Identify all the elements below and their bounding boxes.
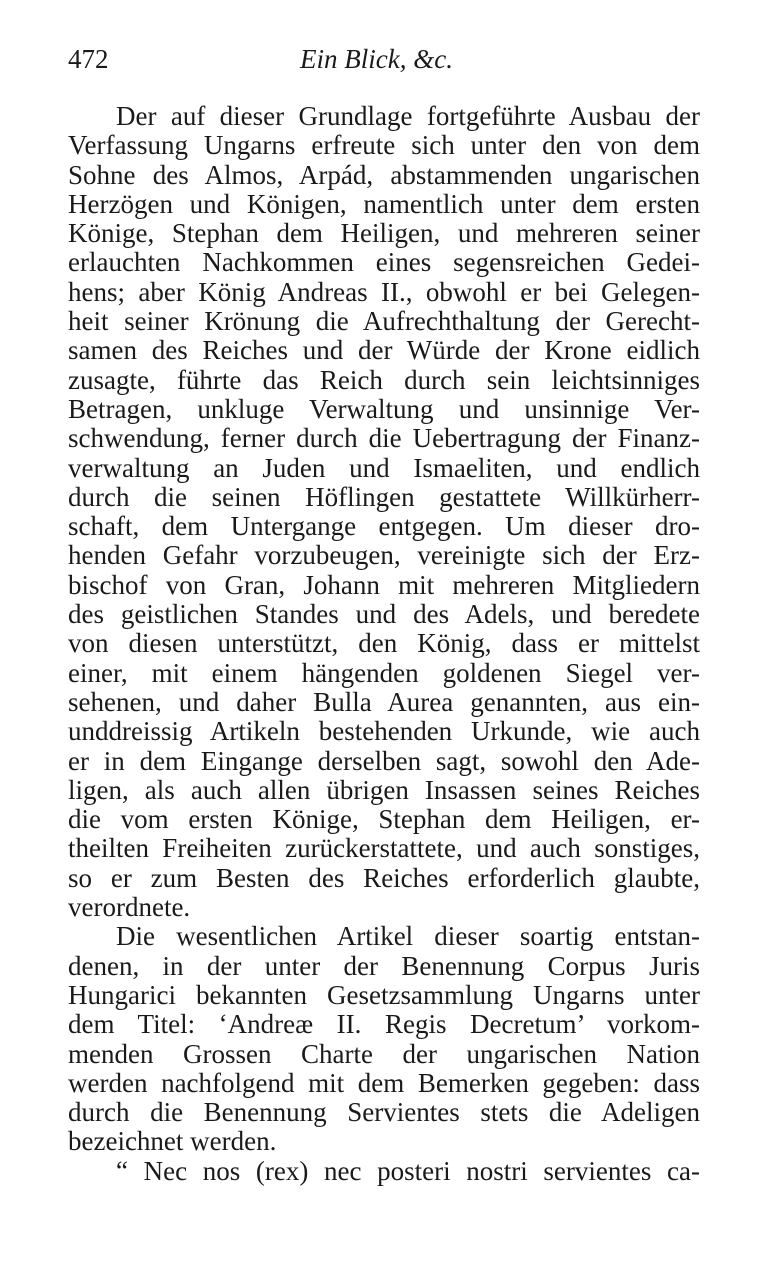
text-line: erlauchten Nachkommen eines segensreichen Gedei- xyxy=(68,248,700,278)
paragraph xyxy=(68,922,700,1156)
text-line: schwendung, ferner durch die Uebertragung der Finanz- xyxy=(68,424,700,454)
text-line: verwaltung an Juden und Ismaeliten, und endlich xyxy=(68,453,700,483)
text-line: Der auf dieser Grundlage fortgeführte Ausbau der xyxy=(116,102,700,131)
text-line: Sohne des Almos, Arpád, abstammenden ungarischen xyxy=(68,160,700,190)
text-line: ligen, als auch allen übrigen Insassen seines Reiches xyxy=(68,775,700,805)
text-line: schaft, dem Untergange entgegen. Um dieser dro- xyxy=(68,512,700,542)
running-title: Ein Blick, &c. xyxy=(300,44,453,74)
text-line: Hungarici bekannten Gesetzsammlung Ungarns unter xyxy=(68,980,700,1010)
text-line: “ Nec nos (rex) nec posteri nostri servientes ca- xyxy=(116,1156,700,1186)
text-line: denen, in der unter der Benennung Corpus Juris xyxy=(68,951,700,981)
text-line: henden Gefahr vorzubeugen, vereinigte sich der Erz- xyxy=(68,541,700,571)
text-line: er in dem Eingange derselben sagt, sowohl den Ade- xyxy=(68,746,700,776)
text-line: hens; aber König Andreas II., obwohl er bei Gelegen- xyxy=(68,277,700,307)
text-line: Die wesentlichen Artikel dieser soartig entstan- xyxy=(116,922,700,952)
text-line: verordnete. xyxy=(68,893,191,923)
text-line: durch die seinen Höflingen gestattete Willkürherr- xyxy=(68,482,700,512)
text-line: durch die Benennung Servientes stets die Adeligen xyxy=(68,1098,700,1128)
text-line: dem Titel: ‘Andreæ II. Regis Decretum’ vorkom- xyxy=(68,1010,700,1040)
text-line: so er zum Besten des Reiches erforderlich glaubte, xyxy=(68,863,700,893)
paragraph xyxy=(68,102,700,922)
text-line: werden nachfolgend mit dem Bemerken gegeben: dass xyxy=(68,1068,700,1098)
text-line: die vom ersten Könige, Stephan dem Heiligen, er- xyxy=(68,805,700,835)
text-line: heit seiner Krönung die Aufrechthaltung der Gerecht- xyxy=(68,307,700,337)
text-line: des geistlichen Standes und des Adels, und beredete xyxy=(68,600,700,630)
page-number: 472 xyxy=(68,44,109,74)
text-line: von diesen unterstützt, den König, dass er mittelst xyxy=(68,629,700,659)
text-line: Betragen, unkluge Verwaltung und unsinnige Ver- xyxy=(68,394,700,424)
text-line: sehenen, und daher Bulla Aurea genannten, aus ein- xyxy=(68,687,700,717)
text-line: Könige, Stephan dem Heiligen, und mehreren seiner xyxy=(68,219,700,249)
text-line: Herzögen und Königen, namentlich unter dem ersten xyxy=(68,189,700,219)
text-line: bezeichnet werden. xyxy=(68,1127,277,1157)
text-line: unddreissig Artikeln bestehenden Urkunde, wie auch xyxy=(68,717,700,747)
page-header xyxy=(68,44,700,80)
text-line: theilten Freiheiten zurückerstattete, und auch sonstiges, xyxy=(68,834,700,864)
text-line: menden Grossen Charte der ungarischen Nation xyxy=(68,1039,700,1069)
text-line: bischof von Gran, Johann mit mehreren Mitgliedern xyxy=(68,570,700,600)
text-line: zusagte, führte das Reich durch sein leichtsinniges xyxy=(68,365,700,395)
text-line: einer, mit einem hängenden goldenen Siegel ver- xyxy=(68,658,700,688)
text-line: Verfassung Ungarns erfreute sich unter den von dem xyxy=(68,131,700,161)
body-text xyxy=(68,102,700,1186)
text-line: samen des Reiches und der Würde der Krone eidlich xyxy=(68,336,700,366)
paragraph xyxy=(68,1157,700,1186)
